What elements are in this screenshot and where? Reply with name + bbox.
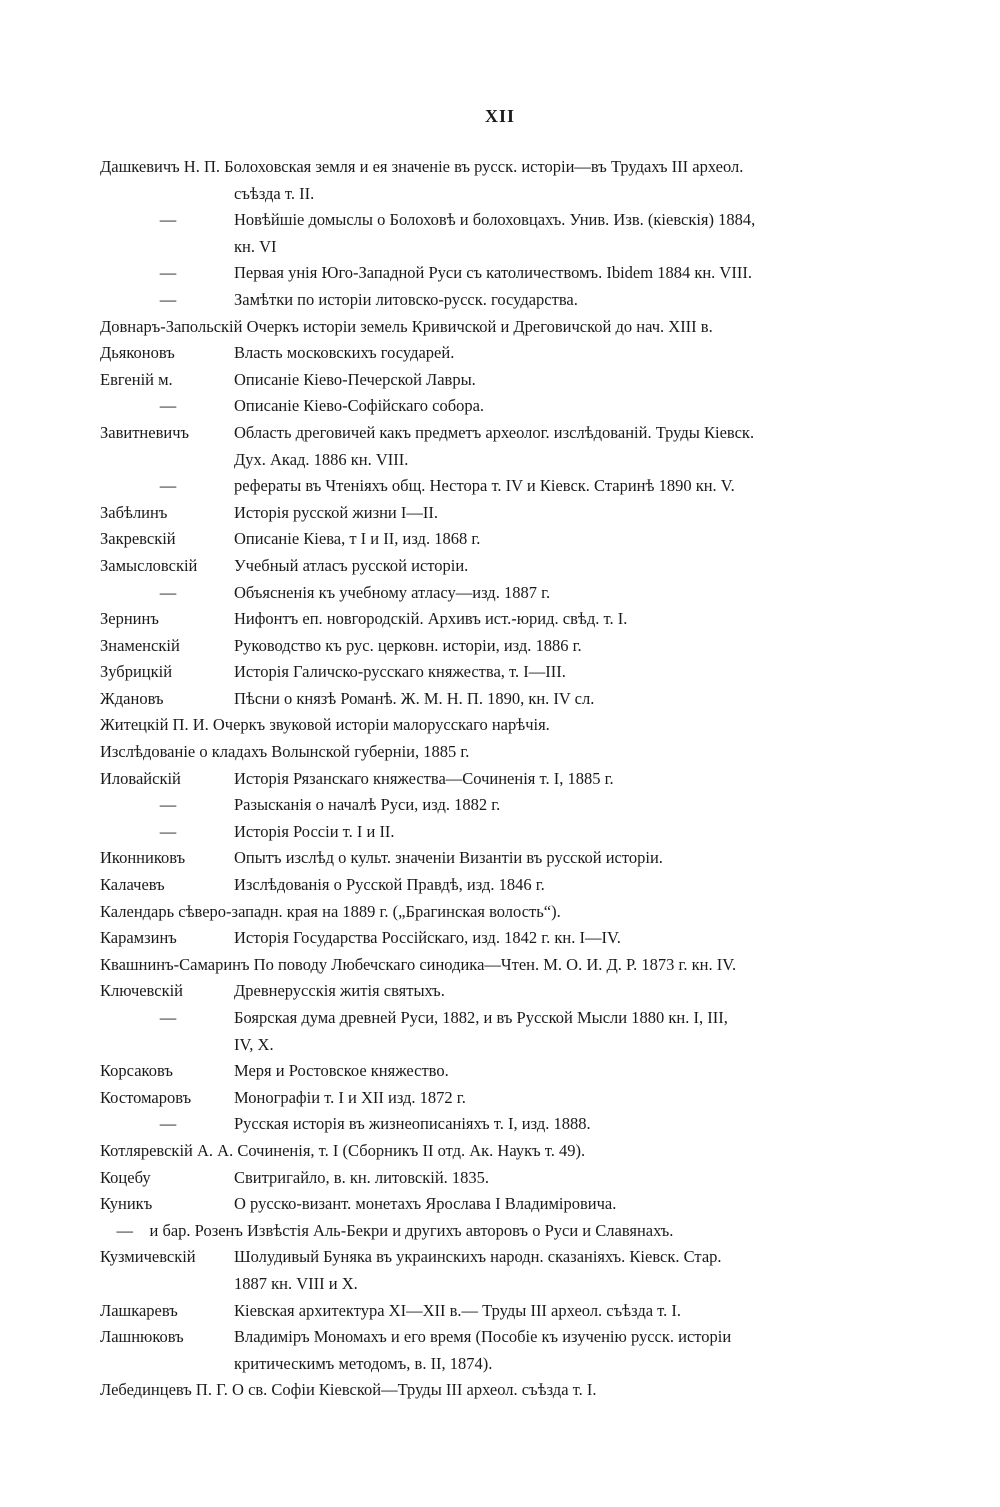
entry-title	[234, 420, 890, 473]
entry-title-line: рефераты въ Чтеніяхъ общ. Нестора т. IV и Кіевск. Старинѣ 1890 кн. V.	[234, 476, 735, 496]
ditto-dash: —	[159, 263, 177, 283]
entry-title-line: Описаніе Кіева, т I и II, изд. 1868 г.	[234, 529, 481, 549]
entry-title	[234, 686, 890, 713]
bibliography-entry	[100, 420, 890, 473]
entry-continuation: съѣзда т. II.	[234, 183, 315, 203]
entry-author: Коцебу	[100, 1167, 151, 1187]
bibliography-entry	[100, 1085, 890, 1112]
entry-text: Довнаръ-Запольскій Очеркъ исторіи земель Кривичской и Дреговичской до нач. XIII в.	[100, 316, 713, 336]
ditto-dash: —	[159, 396, 177, 416]
entry-author: Знаменскій	[100, 635, 180, 655]
entry-title-line: Учебный атласъ русской исторіи.	[234, 555, 469, 575]
entry-title	[234, 872, 890, 899]
entry-title	[234, 1005, 890, 1058]
ditto-dash: —	[159, 1008, 177, 1027]
bibliography-entry	[100, 712, 890, 739]
entry-author: Костомаровъ	[100, 1087, 192, 1107]
bibliography-entry	[100, 1165, 890, 1192]
bibliography-entry	[100, 1191, 890, 1218]
entry-title-line: кн. VI	[234, 236, 277, 256]
entry-title	[234, 1085, 890, 1112]
entry-text: Житецкій П. И. Очеркъ звуковой исторіи малорусскаго нарѣчія.	[100, 715, 550, 735]
entry-author: Кузмичевскій	[100, 1247, 196, 1267]
entry-title	[234, 553, 890, 580]
bibliography-entry	[100, 154, 890, 207]
entry-title-line: Руководство къ рус. церковн. исторіи, изд. 1886 г.	[234, 635, 582, 655]
entry-title	[234, 287, 890, 314]
bibliography-entry	[100, 819, 890, 846]
bibliography-entry	[100, 553, 890, 580]
bibliography-entry	[100, 606, 890, 633]
bibliography-entry	[100, 393, 890, 420]
entry-title-line: критическимъ методомъ, в. II, 1874).	[234, 1353, 493, 1373]
entry-title	[234, 1324, 890, 1377]
entry-title-line: Замѣтки по исторіи литовско-русск. государства.	[234, 289, 578, 309]
entry-author: Зубрицкій	[100, 662, 173, 682]
entry-title	[234, 978, 890, 1005]
bibliography-entry	[100, 1298, 890, 1325]
entry-title-line: Древнерусскія житія святыхъ.	[234, 981, 445, 1001]
page-number: XII	[484, 106, 515, 126]
entry-author: Калачевъ	[100, 875, 165, 895]
bibliography-entry	[100, 1005, 890, 1058]
entry-title	[234, 1058, 890, 1085]
bibliography-entry	[100, 1058, 890, 1085]
bibliography-entry	[100, 1138, 890, 1165]
entry-title	[234, 659, 890, 686]
entry-title	[234, 1298, 890, 1325]
entry-title	[234, 207, 890, 260]
entry-title-line: Русская исторія въ жизнеописаніяхъ т. I, изд. 1888.	[234, 1114, 591, 1134]
entry-title-line: Боярская дума древней Руси, 1882, и въ Русской Мысли 1880 кн. I, III,	[234, 1008, 728, 1027]
entry-title-line: Дух. Акад. 1886 кн. VIII.	[234, 449, 409, 469]
entry-title	[234, 1111, 890, 1138]
entry-author: Евгеній м.	[100, 369, 173, 389]
entry-title-line: IV, X.	[234, 1034, 274, 1054]
bibliography-entry	[100, 792, 890, 819]
entry-title-line: Исторія Государства Россійскаго, изд. 1842 г. кн. I—IV.	[234, 928, 621, 948]
entry-title	[234, 500, 890, 527]
bibliography-entry	[100, 367, 890, 394]
entry-title-line: Шолудивый Буняка въ украинскихъ народн. сказаніяхъ. Кіевск. Стар.	[234, 1247, 722, 1267]
entry-title-line: Монографіи т. I и XII изд. 1872 г.	[234, 1087, 466, 1107]
entry-title	[234, 473, 890, 500]
entry-title	[234, 1165, 890, 1192]
bibliography-entry	[100, 978, 890, 1005]
entry-author: Ключевскій	[100, 981, 184, 1001]
bibliography-entry	[100, 207, 890, 260]
bibliography-entry	[100, 925, 890, 952]
entry-title	[234, 766, 890, 793]
entry-title-line: Новѣйшіе домыслы о Болоховѣ и болоховцахъ. Унив. Изв. (кіевскія) 1884,	[234, 210, 756, 230]
entry-title	[234, 580, 890, 607]
ditto-dash: —	[159, 210, 177, 230]
entry-title-line: Опытъ изслѣд о культ. значеніи Византіи въ русской исторіи.	[234, 848, 663, 868]
bibliography-entry	[100, 872, 890, 899]
entry-author: Куникъ	[100, 1194, 153, 1214]
entry-text: Изслѣдованіе о кладахъ Волынской губерніи, 1885 г.	[100, 742, 470, 762]
entry-title-line: Исторія русской жизни I—II.	[234, 502, 438, 522]
entry-title-line: Меря и Ростовское княжество.	[234, 1061, 449, 1081]
entry-title-line: Описаніе Кіево-Печерской Лавры.	[234, 369, 476, 389]
entry-title-line: Исторія Россіи т. I и II.	[234, 821, 395, 841]
entry-title-line: Исторія Галичско-русскаго княжества, т. I—III.	[234, 662, 566, 682]
bibliography-entry	[100, 314, 890, 341]
entry-title	[234, 606, 890, 633]
bibliography-entry	[100, 260, 890, 287]
entry-author: Карамзинъ	[100, 928, 177, 948]
bibliography-entry	[100, 739, 890, 766]
entry-title-line: Нифонтъ еп. новгородскій. Архивъ ист.-юрид. свѣд. т. I.	[234, 609, 628, 629]
bibliography-entry	[100, 845, 890, 872]
entry-title-line: Владиміръ Мономахъ и его время (Пособіе къ изученію русск. исторіи	[234, 1327, 732, 1347]
ditto-dash: —	[159, 1114, 177, 1134]
entry-title-line: Область дреговичей какъ предметъ археолог. изслѣдованій. Труды Кіевск.	[234, 422, 755, 442]
entry-title-line: Пѣсни о князѣ Романѣ. Ж. М. Н. П. 1890, кн. IV сл.	[234, 688, 595, 708]
entry-text: Котляревскій А. А. Сочиненія, т. I (Сборникъ II отд. Ак. Наукъ т. 49).	[100, 1140, 586, 1160]
entry-author: Забѣлинъ	[100, 502, 168, 522]
entry-title	[234, 845, 890, 872]
entry-title	[234, 1191, 890, 1218]
bibliography-entry	[100, 1324, 890, 1377]
entry-text: Квашнинъ-Самаринъ По поводу Любечскаго синодика—Чтен. М. О. И. Д. Р. 1873 г. кн. IV.	[100, 954, 737, 974]
entry-title	[234, 1244, 890, 1297]
bibliography-entry	[100, 686, 890, 713]
entry-text: Календарь сѣверо-западн. края на 1889 г. („Брагинская волость“).	[100, 901, 561, 921]
entry-title-line: Разысканія о началѣ Руси, изд. 1882 г.	[234, 795, 501, 815]
entry-title-line: О русско-визант. монетахъ Ярослава I Владиміровича.	[234, 1194, 617, 1214]
entry-author: Завитневичъ	[100, 422, 190, 442]
bibliography-entry	[100, 1377, 890, 1404]
entry-title	[234, 260, 890, 287]
entry-title-line: Исторія Рязанскаго княжества—Сочиненія т. I, 1885 г.	[234, 768, 614, 788]
entry-author: Лашнюковъ	[100, 1327, 184, 1347]
entry-author: Иконниковъ	[100, 848, 186, 868]
bibliography-entry	[100, 580, 890, 607]
ditto-dash: —	[159, 289, 177, 309]
entry-text: Лебединцевъ П. Г. О св. Софіи Кіевской—Труды III археол. съѣзда т. I.	[100, 1380, 597, 1400]
bibliography-entry	[100, 1218, 890, 1245]
bibliography-entry	[100, 500, 890, 527]
bibliography-list	[100, 154, 890, 1404]
entry-title	[234, 526, 890, 553]
entry-author: Иловайскій	[100, 768, 181, 788]
entry-title-line: Объясненія къ учебному атласу—изд. 1887 г.	[234, 582, 551, 602]
ditto-dash: —	[159, 795, 177, 815]
entry-title	[234, 367, 890, 394]
entry-title	[234, 393, 890, 420]
entry-title-line: Описаніе Кіево-Софійскаго собора.	[234, 396, 485, 416]
entry-author: Зернинъ	[100, 609, 159, 629]
entry-author: Ждановъ	[100, 688, 164, 708]
bibliography-entry	[100, 1244, 890, 1297]
entry-text: — и бар. Розенъ Извѣстія Аль-Бекри и другихъ авторовъ о Руси и Славянахъ.	[100, 1220, 674, 1240]
bibliography-entry	[100, 899, 890, 926]
bibliography-entry	[100, 633, 890, 660]
bibliography-entry	[100, 473, 890, 500]
entry-title	[234, 925, 890, 952]
entry-author: Замысловскій	[100, 555, 198, 575]
bibliography-entry	[100, 287, 890, 314]
ditto-dash: —	[159, 821, 177, 841]
entry-title-line: Изслѣдованія о Русской Правдѣ, изд. 1846 г.	[234, 875, 545, 895]
ditto-dash: —	[159, 476, 177, 496]
entry-title-line: Свитригайло, в. кн. литовскій. 1835.	[234, 1167, 490, 1187]
entry-title	[234, 792, 890, 819]
bibliography-entry	[100, 1111, 890, 1138]
entry-text: Дашкевичъ Н. П. Болоховская земля и ея значеніе въ русск. исторіи—въ Трудахъ III археол.	[100, 157, 744, 176]
ditto-dash: —	[159, 582, 177, 602]
entry-title	[234, 819, 890, 846]
bibliography-entry	[100, 340, 890, 367]
entry-title	[234, 340, 890, 367]
entry-title-line: 1887 кн. VIII и X.	[234, 1273, 358, 1293]
entry-title-line: Первая унія Юго-Западной Руси съ католичествомъ. Ibidem 1884 кн. VIII.	[234, 263, 752, 283]
bibliography-entry	[100, 766, 890, 793]
bibliography-entry	[100, 952, 890, 979]
entry-author: Дьяконовъ	[100, 343, 175, 363]
bibliography-entry	[100, 526, 890, 553]
entry-author: Закревскій	[100, 529, 176, 549]
bibliography-entry	[100, 659, 890, 686]
entry-title	[234, 633, 890, 660]
entry-title-line: Власть московскихъ государей.	[234, 343, 455, 363]
entry-author: Корсаковъ	[100, 1061, 173, 1081]
entry-author: Лашкаревъ	[100, 1300, 178, 1320]
entry-title-line: Кіевская архитектура XI—XII в.— Труды III археол. съѣзда т. I.	[234, 1300, 682, 1320]
